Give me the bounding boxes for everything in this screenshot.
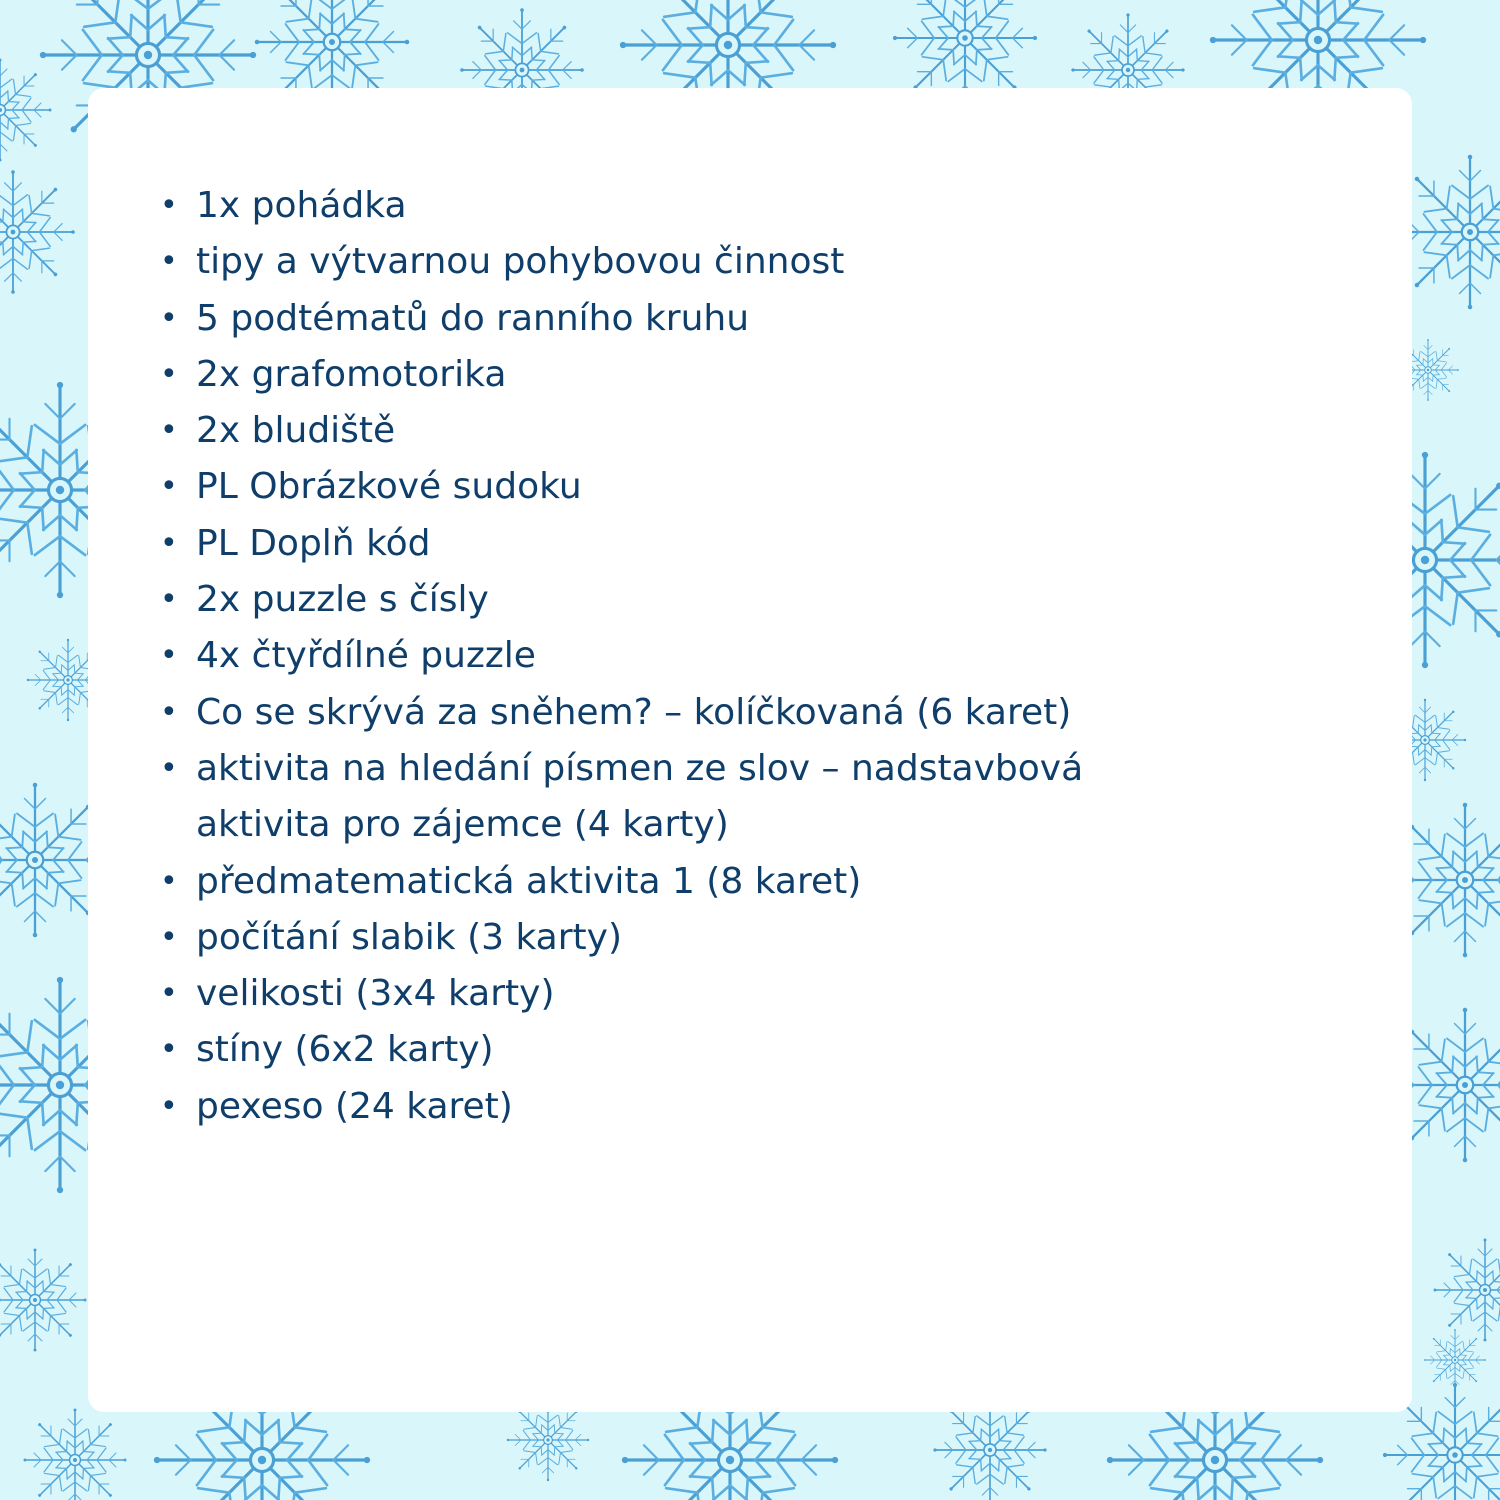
snowflake-icon — [0, 1249, 87, 1352]
snowflake-icon — [1434, 1239, 1500, 1342]
list-item — [160, 1079, 1200, 1135]
list-item — [160, 347, 1200, 403]
snowflake-icon — [24, 1409, 127, 1500]
list-item-text: počítání slabik (3 karty) — [196, 916, 623, 958]
bullet-icon: • — [160, 638, 178, 674]
bullet-icon: • — [160, 244, 178, 280]
list-item-text: 1x pohádka — [196, 185, 407, 226]
list-item-text: 2x puzzle s čísly — [196, 579, 489, 621]
list-item-text: stíny (6x2 karty) — [196, 1029, 494, 1071]
bullet-icon: • — [160, 413, 178, 449]
list-item — [160, 291, 1200, 347]
list-item — [160, 516, 1200, 572]
list-item — [160, 628, 1200, 684]
list-item-text: 2x grafomotorika — [196, 353, 507, 395]
bullet-icon: • — [160, 582, 178, 618]
list-item-text: velikosti (3x4 karty) — [196, 973, 555, 1015]
bullet-icon: • — [160, 356, 178, 392]
bullet-icon: • — [160, 1088, 178, 1124]
list-item — [160, 234, 1200, 290]
list-item — [160, 966, 1200, 1022]
snowflake-icon — [1424, 1329, 1486, 1391]
list-item-text: aktivita na hledání písmen ze slov – nadstavbová aktivita pro zájemce (4 karty) — [196, 747, 1084, 846]
list-item-text: tipy a výtvarnou pohybovou činnost — [196, 241, 845, 283]
list-item — [160, 1022, 1200, 1078]
bullet-icon: • — [160, 919, 178, 955]
list-item-text: PL Doplň kód — [196, 522, 431, 564]
bullet-icon: • — [160, 976, 178, 1012]
list-item — [160, 403, 1200, 459]
list-item-text: 5 podtématů do ranního kruhu — [196, 297, 750, 339]
bullet-icon: • — [160, 525, 178, 561]
list-item-text: Co se skrývá za sněhem? – kolíčkovaná (6 karet) — [196, 691, 1072, 733]
bullet-icon: • — [160, 863, 178, 899]
bullet-icon: • — [160, 300, 178, 336]
list-item-text: PL Obrázkové sudoku — [196, 466, 582, 508]
snowflake-icon — [0, 170, 75, 294]
list-item — [160, 685, 1200, 741]
list-item — [160, 459, 1200, 515]
list-item — [160, 572, 1200, 628]
bullet-icon: • — [160, 469, 178, 505]
list-item — [160, 854, 1200, 910]
bullet-icon: • — [160, 750, 178, 786]
bullet-icon: • — [160, 1032, 178, 1068]
content-list — [160, 178, 1200, 1135]
list-item — [160, 910, 1200, 966]
list-item-text: 2x bludiště — [196, 410, 396, 452]
list-item — [160, 178, 1200, 234]
list-item-text: předmatematická aktivita 1 (8 karet) — [196, 860, 862, 902]
list-item — [160, 741, 1200, 854]
snowflake-icon — [0, 59, 52, 162]
bullet-icon: • — [160, 694, 178, 730]
list-item-text: pexeso (24 karet) — [196, 1085, 513, 1127]
list-item-text: 4x čtyřdílné puzzle — [196, 635, 536, 677]
bullet-icon: • — [160, 188, 178, 223]
